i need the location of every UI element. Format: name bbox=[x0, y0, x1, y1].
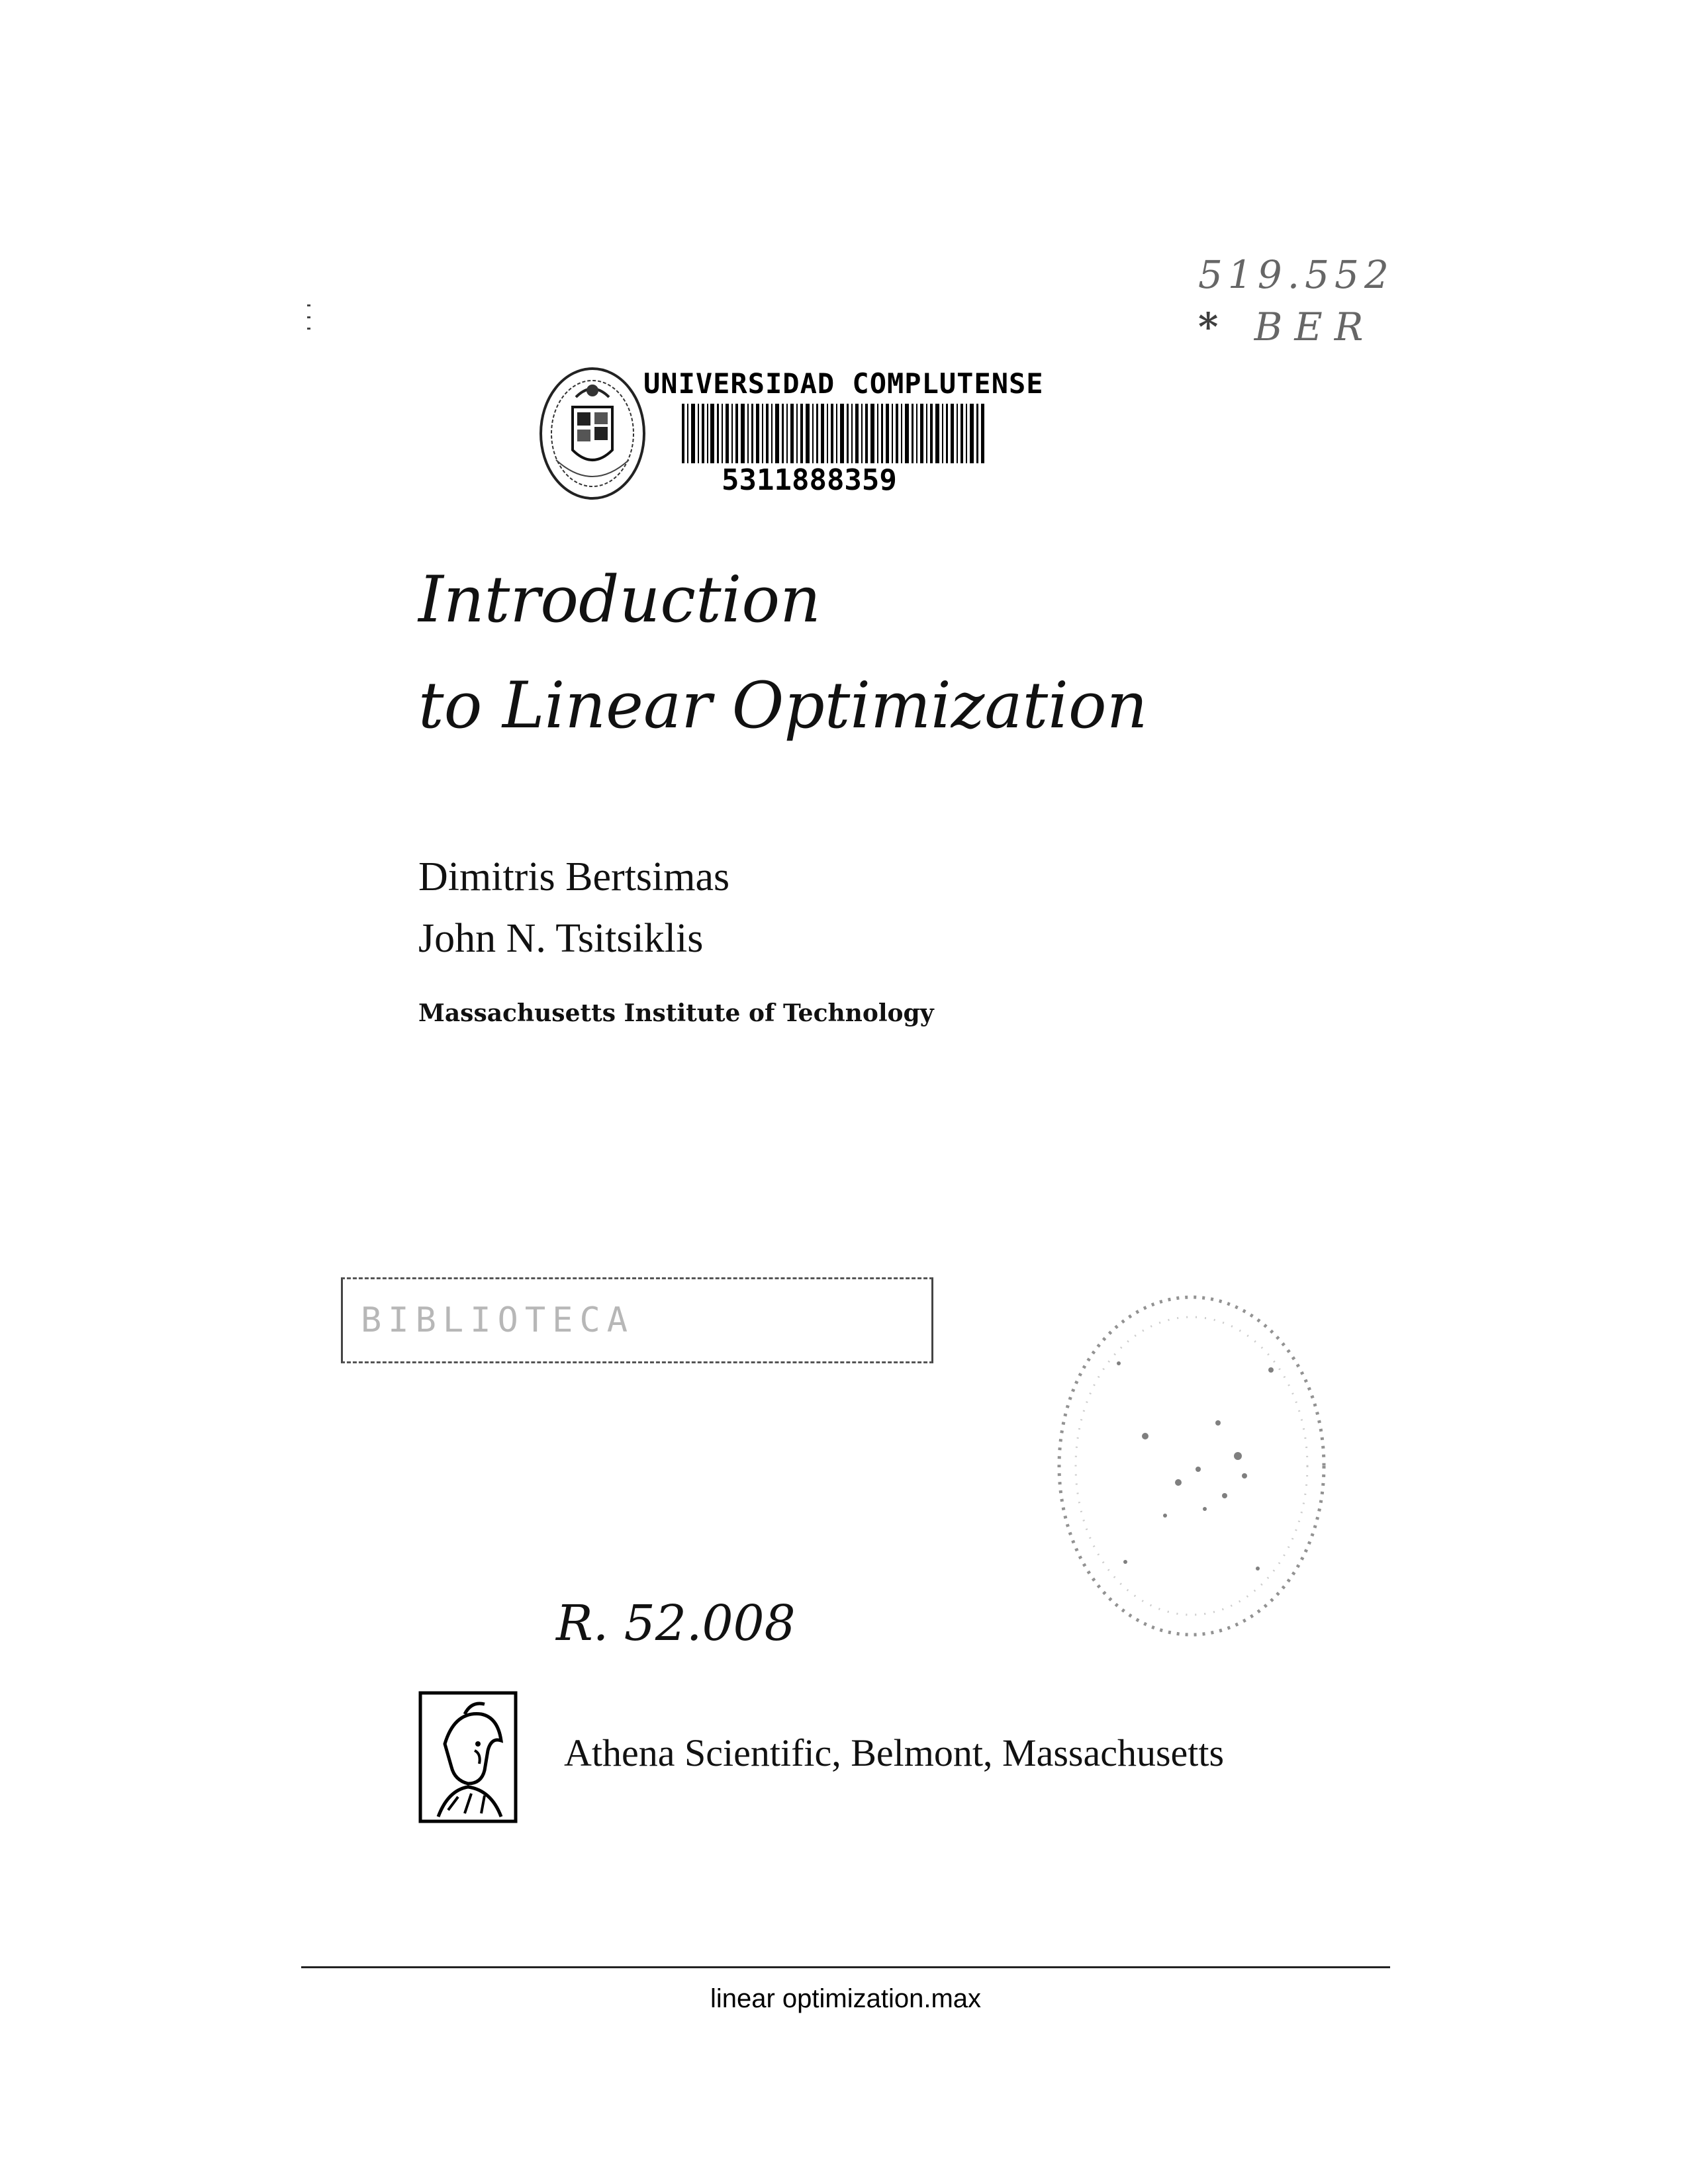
register-number: R. 52.008 bbox=[556, 1595, 796, 1652]
oval-seal-icon bbox=[1046, 1284, 1337, 1648]
book-title-line-1: Introduction bbox=[418, 563, 821, 637]
call-number-line1: 519.552 bbox=[1198, 252, 1394, 297]
affiliation: Massachusetts Institute of Technology bbox=[418, 999, 934, 1027]
margin-marks bbox=[306, 304, 312, 331]
barcode-number: 5311888359 bbox=[722, 463, 897, 497]
athena-logo-icon bbox=[418, 1691, 518, 1823]
author-1: Dimitris Bertsimas bbox=[418, 854, 730, 899]
book-title-line-2: to Linear Optimization bbox=[418, 668, 1148, 743]
call-number-line2: BER bbox=[1254, 304, 1376, 349]
author-2: John N. Tsitsiklis bbox=[418, 916, 704, 961]
library-stamp-text: BIBLIOTECA bbox=[361, 1300, 635, 1340]
footer-filename: linear optimization.max bbox=[710, 1984, 982, 2013]
call-number bbox=[1198, 252, 1410, 349]
footer-divider bbox=[301, 1966, 1390, 1968]
call-number-star: * bbox=[1198, 304, 1231, 349]
barcode bbox=[682, 404, 986, 463]
university-seal-icon bbox=[536, 361, 649, 503]
university-name: UNIVERSIDAD COMPLUTENSE bbox=[643, 367, 1044, 400]
call-number-line2-row bbox=[1198, 304, 1410, 349]
publisher: Athena Scientific, Belmont, Massachusetts bbox=[564, 1731, 1225, 1774]
